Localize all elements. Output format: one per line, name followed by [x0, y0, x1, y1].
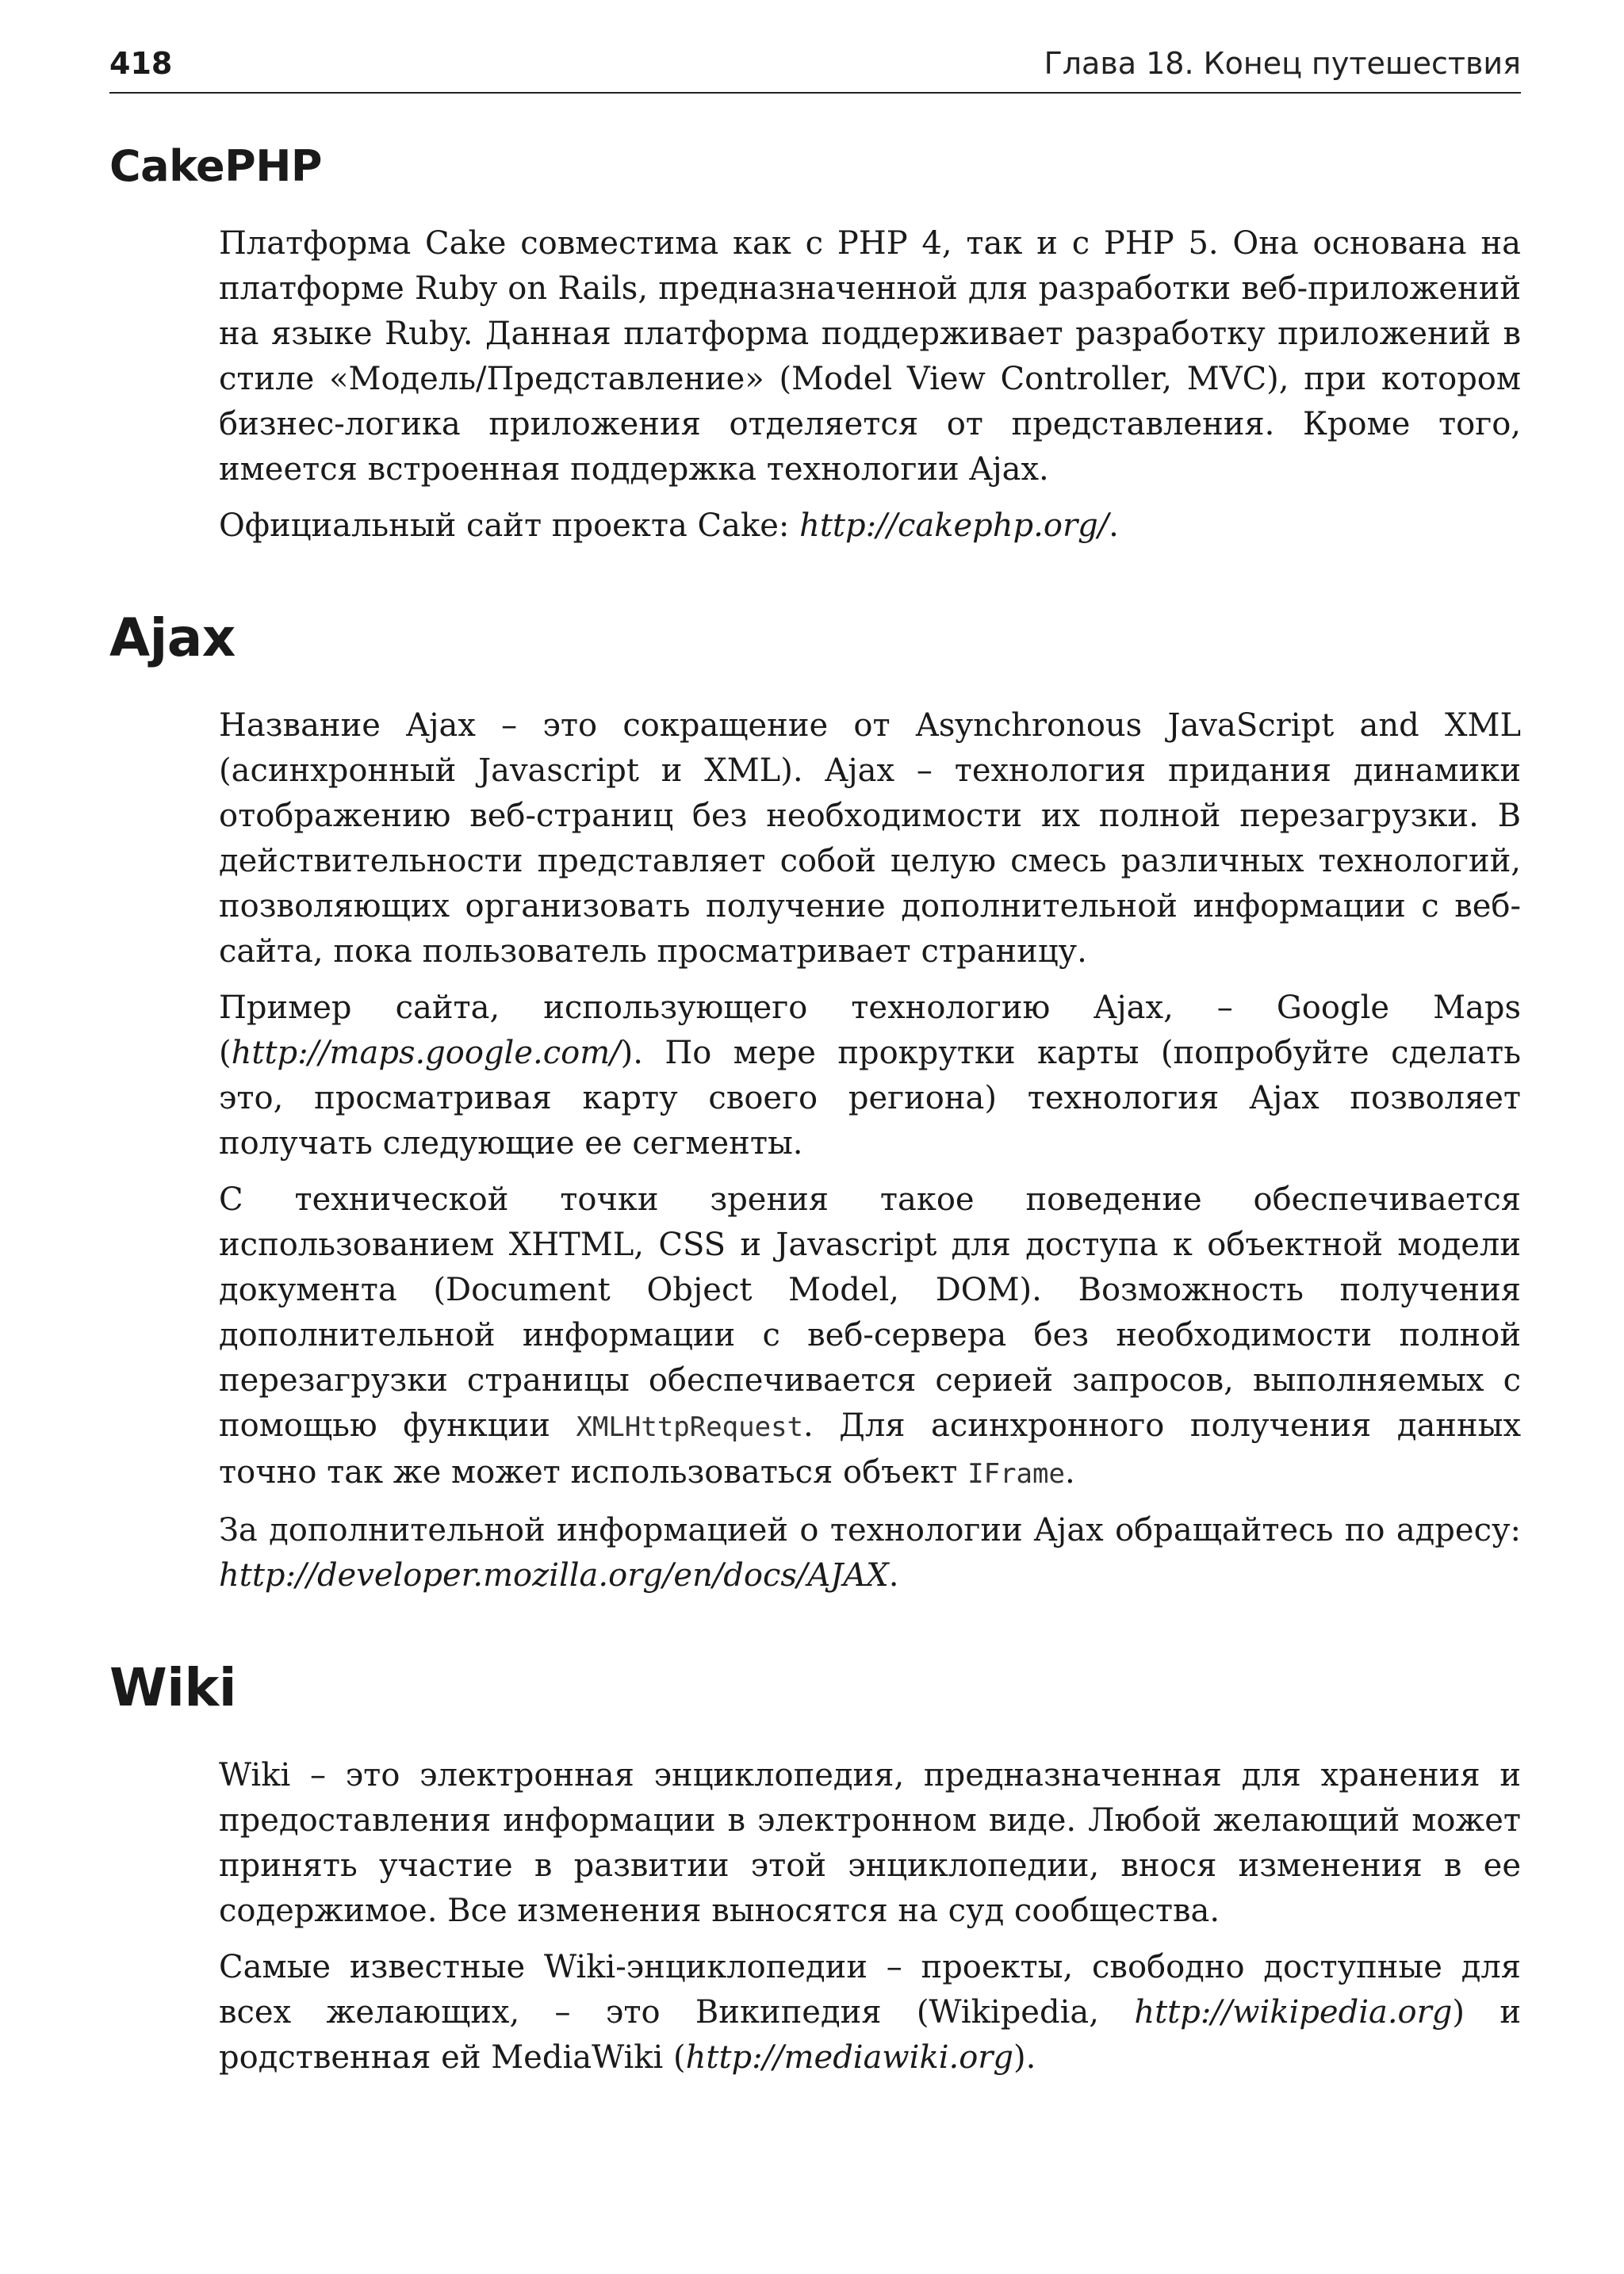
paragraph-text: .: [1064, 1454, 1075, 1491]
paragraph-text: Платформа Cake совместима как с PHP 4, так и с PHP 5. Она основана на платформе Ruby on Rails, предназначенной для разработки веб-приложений на языке Ruby. Данная платформа поддерживает разработку приложений в стиле «Модель/Представление» (Model View Controller, MVC), при котором бизнес-логика приложения отделяется от представления. Кроме того, имеется встроенная поддержка технологии Ajax.: [219, 225, 1521, 488]
chapter-title: Глава 18. Конец путешествия: [1044, 46, 1521, 81]
url-cakephp: http://cakephp.org/: [799, 507, 1109, 544]
paragraph-text: Официальный сайт проекта Cake:: [219, 507, 800, 544]
paragraph-text: Самые известные Wiki-энциклопедии – проекты, свободно доступные для всех желающих, – это Википедия (Wikipedia,: [219, 1949, 1521, 2031]
paragraph-text: За дополнительной информацией о технологии Ajax обращайтесь по адресу:: [219, 1512, 1521, 1549]
code-xmlhttprequest: XMLHttpRequest: [576, 1411, 804, 1443]
paragraph: [219, 1508, 1521, 1598]
url-mozilla-ajax: http://developer.mozilla.org/en/docs/AJAX: [219, 1557, 889, 1594]
url-mediawiki: http://mediawiki.org: [685, 2039, 1014, 2076]
paragraph-text: .: [888, 1557, 899, 1594]
paragraph-text: С технической точки зрения такое поведение обеспечивается использованием XHTML, CSS и Javascript для доступа к объектной модели документа (Document Object Model, DOM). Возможность получения дополнительной информации с веб-сервера без необходимости полной перезагрузки страницы обеспечивается серией запросов, выполняемых с помощью функции: [219, 1181, 1521, 1444]
section-title-wiki: Wiki: [109, 1657, 236, 1718]
paragraph: [219, 986, 1521, 1166]
paragraph: [219, 503, 1521, 549]
section-body-ajax: [219, 703, 1521, 1598]
paragraph-text: ) и родственная ей MediaWiki (: [219, 1994, 1522, 2076]
paragraph-text: Пример сайта, использующего технологию Ajax, – Google Maps (: [219, 990, 1521, 1071]
section-title-ajax: Ajax: [109, 607, 236, 668]
paragraph: [219, 1753, 1521, 1934]
paragraph: [219, 221, 1521, 492]
paragraph: [219, 1945, 1521, 2081]
paragraph-text: Wiki – это электронная энциклопедия, предназначенная для хранения и предоставления информации в электронном виде. Любой желающий может принять участие в развитии этой энциклопедии, внося изменения в ее содержимое. Все изменения выносятся на суд сообщества.: [219, 1757, 1521, 1929]
paragraph-text: Название Ajax – это сокращение от Asynchronous JavaScript and XML (асинхронный Javascript и XML). Ajax – технология придания динамики отображению веб-страниц без необходимости их полной перезагрузки. В действительности представляет собой целую смесь различных технологий, позволяющих организовать получение дополнительной информации с веб-сайта, пока пользователь просматривает страницу.: [219, 707, 1521, 970]
page-number: 418: [109, 46, 173, 81]
url-google-maps: http://maps.google.com/: [231, 1035, 621, 1071]
running-header: [109, 46, 1521, 94]
paragraph: [219, 1177, 1521, 1497]
section-body-cakephp: [219, 221, 1521, 549]
book-page: [109, 46, 1521, 2092]
paragraph-text: .: [1109, 507, 1119, 544]
paragraph: [219, 703, 1521, 974]
section-title-cakephp: CakePHP: [109, 141, 323, 191]
code-iframe: IFrame: [967, 1458, 1065, 1490]
section-body-wiki: [219, 1753, 1521, 2081]
paragraph-text: ). По мере прокрутки карты (попробуйте сделать это, просматривая карту своего региона) технология Ajax позволяет получать следующие ее сегменты.: [219, 1035, 1521, 1162]
url-wikipedia: http://wikipedia.org: [1134, 1994, 1453, 2031]
paragraph-text: . Для асинхронного получения данных точно так же может использоваться объект: [219, 1407, 1522, 1491]
paragraph-text: ).: [1013, 2039, 1036, 2076]
